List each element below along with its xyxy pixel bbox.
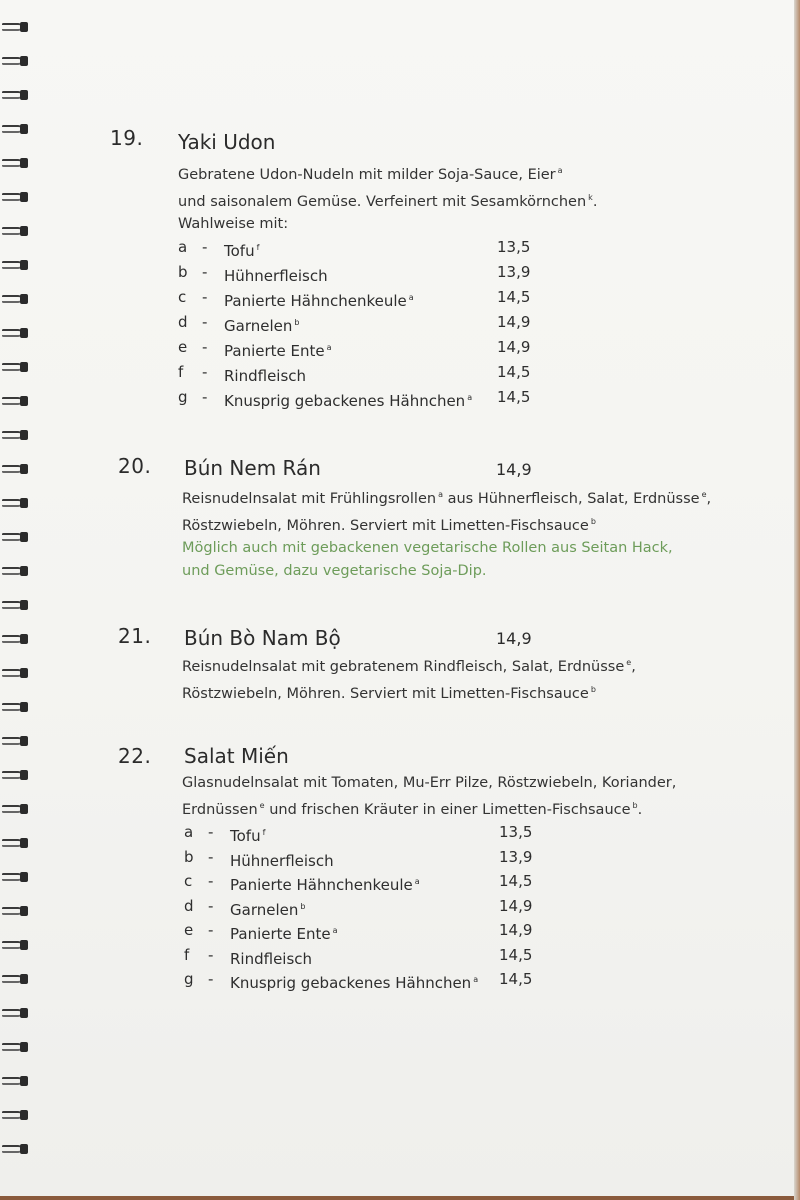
allergen-mark: b — [294, 318, 300, 327]
dish-price: 14,9 — [496, 460, 532, 479]
binding-ring — [2, 428, 30, 442]
option-row — [178, 335, 557, 360]
option-price: 14,9 — [499, 896, 533, 915]
option-dash: - — [202, 313, 208, 331]
option-letter: g — [178, 388, 188, 406]
option-row — [184, 869, 559, 894]
option-name: Panierte Hähnchenkeule $^a$ — [224, 292, 414, 310]
description-line: Röstzwiebeln, Möhren. Serviert mit Limetten-Fischsauce $^b$ — [182, 684, 596, 702]
option-name: Tofu $^f$ — [224, 242, 260, 260]
option-letter: f — [178, 363, 184, 381]
option-name: Panierte Ente $^a$ — [230, 925, 338, 943]
description-line: Wahlweise mit: — [178, 216, 289, 232]
allergen-mark: a — [473, 975, 479, 984]
description-line: und saisonalem Gemüse. Verfeinert mit Sesamkörnchen $^k$. — [178, 192, 598, 210]
binding-ring — [2, 1006, 30, 1020]
option-name: Knusprig gebackenes Hähnchen $^a$ — [224, 392, 473, 410]
option-letter: a — [178, 238, 188, 256]
allergen-mark: a — [414, 877, 420, 886]
option-dash: - — [202, 288, 208, 306]
option-letter: e — [178, 338, 188, 356]
dish-title: Salat Miến — [184, 744, 289, 768]
vegetarian-note: Möglich auch mit gebackenen vegetarische Rollen aus Seitan Hack, — [182, 540, 673, 556]
dish-title: Yaki Udon — [178, 130, 276, 154]
option-letter: c — [184, 872, 193, 890]
binding-ring — [2, 768, 30, 782]
option-row — [184, 967, 559, 992]
option-price: 13,9 — [499, 847, 533, 866]
option-letter: f — [184, 945, 190, 964]
allergen-mark: a — [467, 393, 473, 402]
option-price: 13,9 — [497, 263, 531, 281]
option-row — [184, 918, 559, 943]
option-dash: - — [202, 388, 208, 406]
option-name: Rindfleisch — [230, 949, 313, 968]
option-name: Tofu $^f$ — [230, 827, 266, 845]
option-dash: - — [208, 847, 214, 866]
binding-ring — [2, 734, 30, 748]
binding-ring — [2, 564, 30, 578]
option-dash: - — [202, 363, 208, 381]
description-line: Reisnudelnsalat mit Frühlingsrollen $^a$ aus Hühnerfleisch, Salat, Erdnüsse $^e$, — [182, 490, 712, 507]
option-letter: a — [184, 823, 194, 841]
option-letter: g — [184, 970, 194, 988]
binding-ring — [2, 1108, 30, 1122]
option-name: Knusprig gebackenes Hähnchen $^a$ — [230, 974, 479, 992]
binding-ring — [2, 530, 30, 544]
option-dash: - — [208, 970, 214, 988]
binding-ring — [2, 666, 30, 680]
binding-ring — [2, 360, 30, 374]
binding-ring — [2, 938, 30, 952]
option-dash: - — [202, 263, 208, 281]
option-letter: b — [178, 263, 188, 281]
binding-ring — [2, 88, 30, 102]
dish-description — [182, 772, 676, 821]
option-dash: - — [208, 896, 214, 915]
vegetarian-note: und Gemüse, dazu vegetarische Soja-Dip. — [182, 562, 487, 579]
dish-description — [182, 484, 711, 582]
option-letter: e — [184, 921, 194, 939]
dish-number: 19. — [110, 126, 144, 150]
option-price: 14,5 — [499, 970, 533, 988]
option-price: 14,5 — [497, 388, 531, 406]
binding-ring — [2, 972, 30, 986]
option-name: Garnelen $^b$ — [224, 317, 300, 335]
dish-number: 22. — [118, 744, 152, 768]
binding-ring — [2, 258, 30, 272]
option-price: 14,9 — [497, 313, 531, 331]
allergen-mark: a — [408, 293, 414, 302]
option-row — [178, 235, 557, 260]
binding-ring — [2, 462, 30, 476]
spiral-binding — [0, 20, 36, 1180]
allergen-mark: f — [262, 828, 266, 837]
description-line: Reisnudelnsalat mit gebratenem Rindfleisch, Salat, Erdnüsse $^e$, — [182, 658, 636, 675]
option-price: 14,5 — [499, 872, 533, 890]
binding-ring — [2, 632, 30, 646]
binding-ring — [2, 20, 30, 34]
binding-ring — [2, 1142, 30, 1156]
option-row — [184, 894, 559, 919]
option-letter: c — [178, 288, 187, 306]
binding-ring — [2, 700, 30, 714]
description-line: Röstzwiebeln, Möhren. Serviert mit Limetten-Fischsauce $^b$ — [182, 516, 596, 534]
allergen-mark: a — [326, 343, 332, 352]
binding-ring — [2, 394, 30, 408]
binding-ring — [2, 598, 30, 612]
option-price: 14,5 — [499, 945, 533, 964]
binding-ring — [2, 904, 30, 918]
description-line: Gebratene Udon-Nudeln mit milder Soja-Sauce, Eier $^a$ — [178, 166, 563, 183]
option-price: 14,9 — [499, 921, 533, 939]
option-dash: - — [202, 338, 208, 356]
option-letter: d — [184, 896, 194, 915]
dish-number: 20. — [118, 454, 152, 478]
option-row — [184, 845, 559, 870]
option-dash: - — [208, 945, 214, 964]
option-price: 13,5 — [497, 238, 531, 256]
dish-title: Bún Nem Rán — [184, 456, 321, 480]
option-row — [178, 260, 557, 285]
option-name: Garnelen $^b$ — [230, 900, 306, 919]
option-letter: b — [184, 847, 194, 866]
binding-ring — [2, 1040, 30, 1054]
option-name: Hühnerfleisch — [230, 851, 334, 870]
option-name: Panierte Hähnchenkeule $^a$ — [230, 876, 420, 894]
binding-ring — [2, 292, 30, 306]
description-line: Glasnudelnsalat mit Tomaten, Mu-Err Pilze, Röstzwiebeln, Koriander, — [182, 775, 677, 791]
option-price: 13,5 — [499, 823, 533, 841]
option-row — [178, 310, 557, 335]
option-row — [178, 385, 557, 410]
allergen-mark: a — [332, 926, 338, 935]
binding-ring — [2, 54, 30, 68]
option-dash: - — [208, 921, 214, 939]
option-row — [178, 285, 557, 310]
allergen-mark: b — [300, 901, 306, 911]
binding-ring — [2, 156, 30, 170]
option-price: 14,5 — [497, 363, 531, 381]
option-name: Rindfleisch — [224, 367, 307, 385]
dish-description — [182, 652, 636, 705]
page-edge — [794, 0, 800, 1200]
option-dash: - — [208, 872, 214, 890]
binding-ring — [2, 1074, 30, 1088]
option-row — [184, 820, 559, 845]
binding-ring — [2, 224, 30, 238]
option-price: 14,9 — [497, 338, 531, 356]
option-row — [178, 360, 557, 385]
description-line: Erdnüssen $^e$ und frischen Kräuter in einer Limetten-Fischsauce $^b$. — [182, 800, 643, 818]
binding-ring — [2, 326, 30, 340]
option-name: Hühnerfleisch — [224, 267, 328, 285]
binding-ring — [2, 802, 30, 816]
binding-ring — [2, 190, 30, 204]
option-name: Panierte Ente $^a$ — [224, 342, 332, 360]
option-dash: - — [208, 823, 214, 841]
dish-title: Bún Bò Nam Bộ — [184, 626, 341, 650]
allergen-mark: f — [256, 243, 260, 252]
option-letter: d — [178, 313, 188, 331]
binding-ring — [2, 496, 30, 510]
binding-ring — [2, 122, 30, 136]
option-price: 14,5 — [497, 288, 531, 306]
option-dash: - — [202, 238, 208, 256]
dish-description — [178, 160, 597, 236]
dish-price: 14,9 — [496, 629, 532, 648]
dish-number: 21. — [118, 624, 152, 648]
option-row — [184, 943, 559, 968]
binding-ring — [2, 870, 30, 884]
binding-ring — [2, 836, 30, 850]
